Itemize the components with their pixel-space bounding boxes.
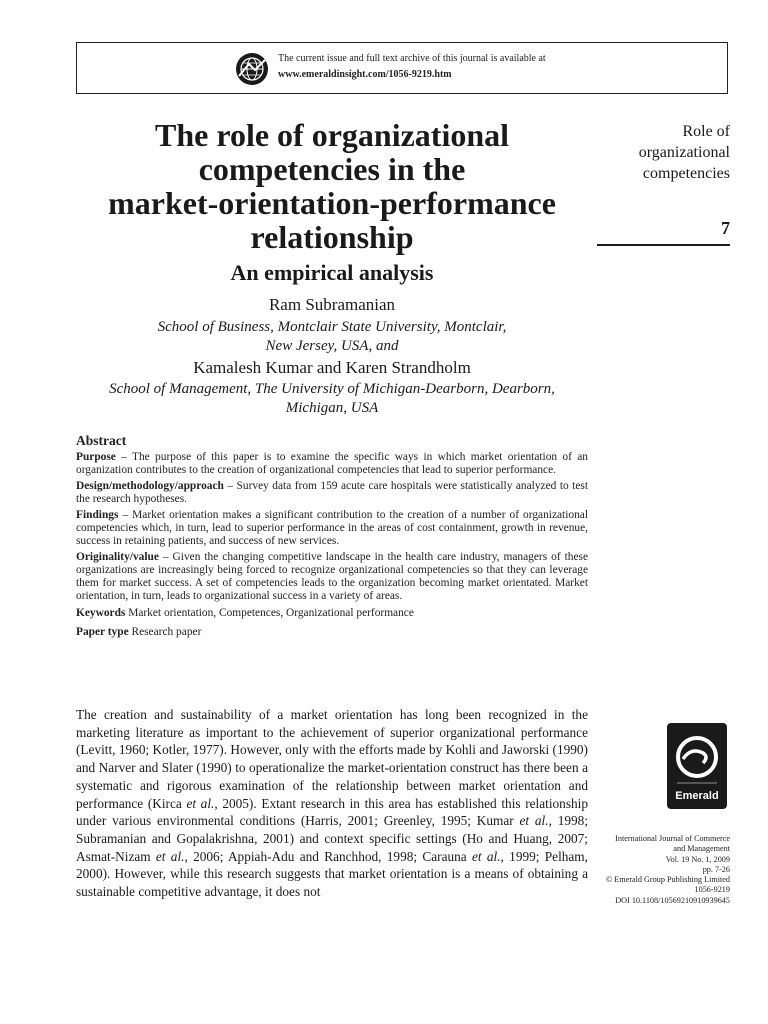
title-line: competencies in the: [198, 151, 466, 187]
abstract-label: Purpose: [76, 451, 116, 463]
abstract-keywords: [76, 607, 588, 620]
abstract-label: Paper type: [76, 626, 129, 638]
running-head-line: Role of: [682, 123, 730, 140]
abstract-text: Research paper: [128, 626, 202, 638]
journal-info-line: DOI 10.1108/10569210910939645: [615, 895, 730, 905]
journal-url-link[interactable]: www.emeraldinsight.com/1056-9219.htm: [278, 69, 452, 80]
body-text: , 1999; Pelham, 2000). However, while this research suggests that market orientation is a means of obtaining a sustainable competitive advantage, it does not: [76, 848, 588, 900]
notice-text: The current issue and full text archive of this journal is available at: [278, 53, 546, 64]
author-name: Ram Subramanian: [268, 295, 396, 314]
author-affiliation: [76, 318, 588, 356]
running-head: [598, 121, 730, 184]
journal-info-line: © Emerald Group Publishing Limited: [605, 875, 730, 885]
journal-info-line: 1056-9219: [694, 885, 730, 895]
journal-info-line: and Management: [673, 844, 730, 854]
abstract-label: Design/methodology/approach: [76, 480, 224, 492]
title-line: The role of organizational: [154, 117, 510, 153]
availability-notice-box: [76, 42, 728, 94]
running-head-line: competencies: [642, 165, 730, 182]
divider: [597, 244, 730, 246]
affiliation-line: Michigan, USA: [285, 400, 379, 416]
journal-info: [590, 834, 730, 906]
citation-etal: et al.: [155, 848, 185, 864]
body-text: , 2006; Appiah-Adu and Ranchhod, 1998; Carauna: [184, 848, 472, 864]
citation-etal: et al.: [186, 795, 215, 811]
abstract-label: Keywords: [76, 607, 126, 619]
abstract-originality: [76, 551, 588, 603]
affiliation-line: School of Business, Montclair State University, Montclair,: [157, 319, 507, 335]
affiliation-line: School of Management, The University of Michigan-Dearborn, Dearborn,: [109, 381, 555, 397]
paper-title: [76, 118, 588, 254]
affiliation-line: New Jersey, USA, and: [265, 338, 399, 354]
abstract-text: – Given the changing competitive landscape in the health care industry, managers of these organizations are increasingly being forced to recognize organizational competencies so that they can leverage them for market success. A set of competencies leads to the organization becoming market orientated. Market orientation, in turn, leads to organizational success in a variety of areas.: [76, 551, 588, 602]
abstract-paper-type: [76, 626, 588, 639]
paper-subtitle: An empirical analysis: [230, 260, 434, 285]
abstract-purpose: [76, 451, 588, 477]
abstract-heading: Abstract: [76, 433, 127, 448]
journal-info-line: International Journal of Commerce: [615, 834, 730, 843]
citation-etal: et al.: [519, 813, 549, 829]
abstract-text: – Market orientation makes a significant contribution to the creation of a number of organizational competencies which, in turn, lead to superior performance in the areas of cost containment, growth in revenue, success in retaining patients, and success of new services.: [76, 509, 588, 547]
author-affiliation: [76, 380, 588, 418]
citation-etal: et al.: [471, 848, 501, 864]
body-text: The creation and sustainability of a market orientation has long been recognized in the marketing literature as important to the achievement of superior organizational performance (Levitt, 1960; Kotler, 1977). However, only with the efforts made by Kohli and Jaworski (1990) and Narver and Slater (1990) to operationalize the market-orientation construct has there been a systematic and rigorous examination of the relationship between market orientation and performance (Kirca: [76, 707, 588, 811]
abstract-text: – Survey data from 159 acute care hospitals were statistically analyzed to test the research hypotheses.: [76, 480, 588, 505]
author-name: Kamalesh Kumar and Karen Strandholm: [193, 358, 471, 377]
abstract-label: Findings: [76, 509, 119, 521]
emerald-swirl-icon: [667, 723, 727, 809]
emerald-logo: [667, 723, 727, 809]
abstract-text: Market orientation, Competences, Organizational performance: [125, 607, 414, 619]
emerald-logo-text: Emerald: [675, 790, 719, 802]
title-line: market-orientation-performance: [108, 185, 556, 221]
journal-info-line: pp. 7-26: [702, 864, 730, 874]
journal-info-line: Vol. 19 No. 1, 2009: [665, 854, 730, 864]
abstract-section: [76, 434, 588, 642]
body-text: , 2005). Extant research in this area has established this relationship under various environmental conditions (Harris, 2001; Greenley, 1995; Kumar: [76, 795, 588, 829]
abstract-label: Originality/value: [76, 551, 159, 563]
body-text: , 1998; Subramanian and Gopalakrishna, 2001) and context specific settings (Ho and Huang, 2007; Asmat-Nizam: [76, 813, 589, 864]
abstract-findings: [76, 509, 588, 548]
title-line: relationship: [250, 219, 414, 255]
abstract-text: – The purpose of this paper is to examine the specific ways in which market orientation of an organization contributes to the creation of organizational competencies that lead to superior performance.: [76, 451, 588, 476]
globe-icon: [235, 52, 269, 86]
body-paragraph: [76, 706, 588, 901]
page-number: 7: [721, 218, 730, 238]
abstract-design: [76, 480, 588, 506]
running-head-line: organizational: [638, 144, 730, 161]
